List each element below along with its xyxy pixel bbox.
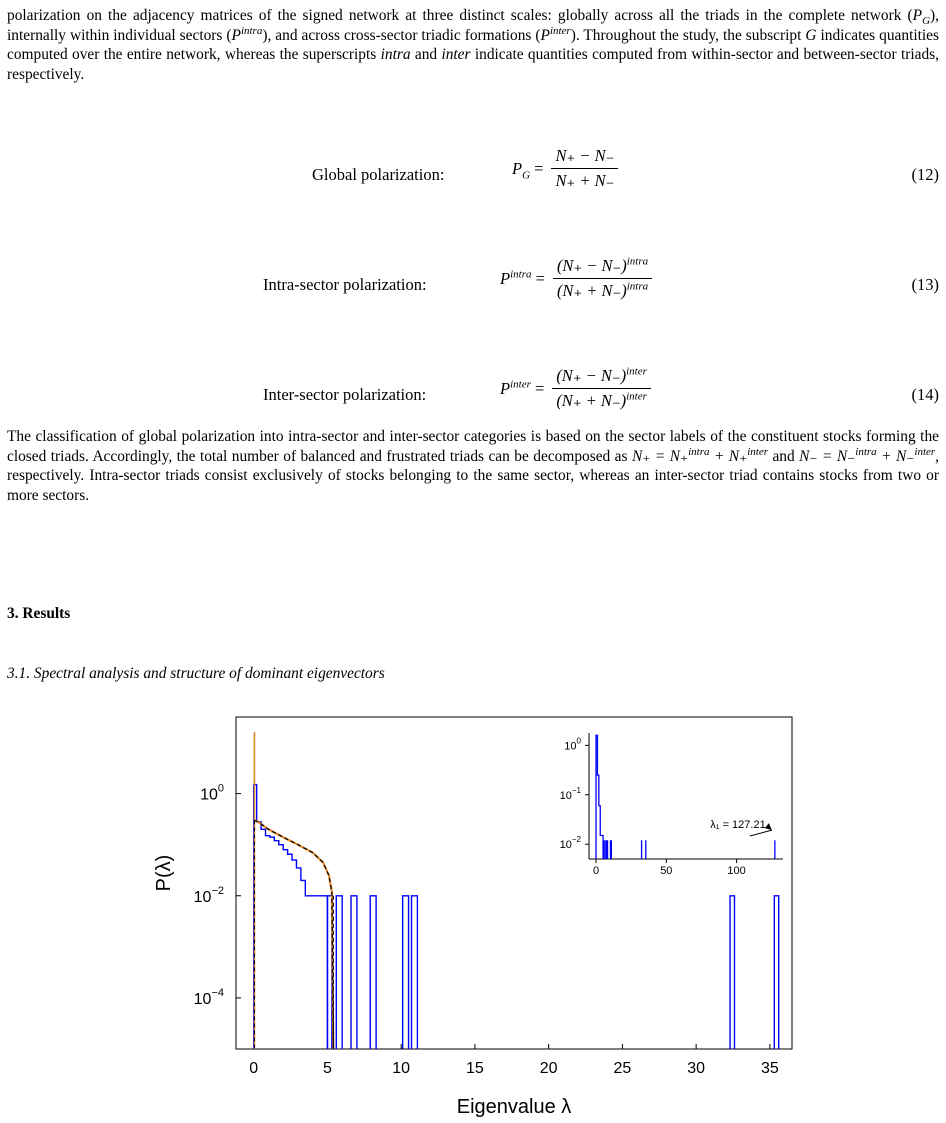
- inset-x-tick-label: 50: [660, 865, 673, 877]
- inline-math-sup: intra: [855, 445, 877, 458]
- numerator-sup: inter: [626, 365, 647, 378]
- para1-text: ). Throughout the study, the subscript: [570, 26, 806, 44]
- denominator: [552, 389, 651, 411]
- lhs-symbol: P: [500, 268, 511, 288]
- inline-math: N₊ = N₊: [631, 447, 689, 465]
- inset-x-tick-label: 100: [727, 865, 746, 877]
- fraction: [553, 256, 652, 301]
- inline-math: + N₋: [876, 447, 915, 465]
- numerator: [552, 366, 651, 389]
- numerator-text: N₊ − N₋: [555, 146, 615, 165]
- para2-text: and: [768, 447, 800, 465]
- denominator: [553, 279, 652, 301]
- equation-number: (12): [911, 165, 939, 184]
- inline-math-sup: inter: [914, 445, 936, 458]
- numerator: [551, 146, 618, 169]
- subscript-g: G: [922, 15, 931, 28]
- classification-paragraph: [7, 427, 939, 505]
- word-inter: inter: [441, 46, 471, 64]
- equation-lhs: $P^{intra}$ =: [500, 268, 545, 288]
- plot-frame: [236, 717, 792, 1049]
- x-tick-label: 10: [392, 1060, 411, 1077]
- lhs-symbol: P: [500, 378, 511, 398]
- superscript-inter: inter: [549, 24, 571, 37]
- numerator-sup: intra: [626, 255, 649, 268]
- denominator-text: N₊ + N₋: [555, 171, 615, 190]
- x-tick-label: 5: [322, 1060, 332, 1077]
- superscript-intra: intra: [240, 24, 263, 37]
- para1-text: and: [410, 46, 442, 64]
- equation-number: (14): [911, 385, 939, 404]
- x-tick-label: 20: [539, 1060, 558, 1077]
- equation-formula: [500, 256, 652, 301]
- y-tick-label: $10^{-4}$: [193, 986, 224, 1008]
- equation-label: Intra-sector polarization:: [263, 275, 427, 294]
- word-intra: intra: [380, 46, 411, 64]
- denominator-sup: intra: [626, 280, 649, 293]
- inset-x-tick-label: 0: [592, 865, 600, 877]
- denominator-text: (N₊ + N₋): [556, 281, 627, 300]
- x-tick-label: 25: [613, 1060, 632, 1077]
- section-heading: 3. Results: [7, 605, 71, 622]
- y-tick-label: $10^{-2}$: [193, 884, 224, 906]
- lhs-script: G: [522, 168, 531, 181]
- inset-annotation: λ₁ = 127.21: [710, 819, 766, 831]
- equation-number: (13): [911, 275, 939, 294]
- x-tick-label: 0: [249, 1060, 259, 1077]
- numerator-text: (N₊ − N₋): [556, 256, 627, 275]
- symbol-g: G: [805, 26, 817, 44]
- equation-lhs: $P_G$ =: [512, 158, 544, 181]
- eigenvalue-distribution-chart: [0, 700, 946, 1123]
- equation-formula: [512, 146, 618, 191]
- y-axis-label: P(λ): [153, 854, 175, 892]
- symbol-p: P: [231, 26, 241, 44]
- para1-text: ), internally within individual sectors (: [7, 7, 939, 44]
- equation-label: Inter-sector polarization:: [263, 385, 427, 404]
- inset-y-tick-label: $10^{-1}$: [559, 785, 581, 802]
- para2-text: , respectively. Intra-sector triads consist exclusively of stocks belonging to the same sector, whereas an inter-sector triad contains stocks from two or more sectors.: [7, 447, 940, 504]
- equation-formula: [500, 366, 651, 411]
- x-tick-label: 15: [466, 1060, 484, 1077]
- para1-text: ), and across cross-sector triadic formations (: [262, 26, 541, 44]
- y-tick-label: $10^0$: [200, 782, 224, 804]
- inline-math: N₋ = N₋: [799, 447, 856, 465]
- inline-math: + N₊: [709, 447, 748, 465]
- x-tick-label: 35: [760, 1060, 779, 1077]
- symbol-p: P: [912, 7, 923, 24]
- fraction: [552, 366, 651, 411]
- denominator: [551, 169, 618, 191]
- fraction: [551, 146, 618, 191]
- equation-lhs: $P^{inter}$ =: [500, 378, 545, 398]
- numerator-text: (N₊ − N₋): [556, 366, 627, 385]
- symbol-p: P: [540, 26, 550, 44]
- para2-text: The classification of global polarization into intra-sector and inter-sector categories is based on the sector labels of the constituent stocks forming the closed triads. Accordingly, the total number of balanced and frustrated triads can be decomposed as: [7, 428, 939, 465]
- inline-math-sup: inter: [747, 445, 768, 458]
- intro-paragraph: [7, 6, 939, 84]
- x-tick-label: 30: [687, 1060, 706, 1077]
- denominator-sup: inter: [626, 390, 647, 403]
- equation-label: Global polarization:: [312, 165, 445, 184]
- inset-y-tick-label: $10^0$: [564, 736, 581, 753]
- para1-text: indicate quantities computed from within-sector and between-sector triads, respectively.: [7, 46, 939, 83]
- para1-text: indicates quantities computed over the entire network, whereas the superscripts: [7, 26, 939, 64]
- subsection-heading: 3.1. Spectral analysis and structure of dominant eigenvectors: [7, 665, 385, 682]
- para1-text: polarization on the adjacency matrices of the signed network at three distinct scales: globally across all the triads in the complete network (: [7, 7, 913, 24]
- x-axis-label: Eigenvalue λ: [456, 1096, 572, 1118]
- lhs-symbol: P: [512, 158, 523, 178]
- lhs-script: inter: [510, 378, 531, 390]
- inline-math-sup: intra: [688, 445, 710, 458]
- denominator-text: (N₊ + N₋): [556, 391, 627, 410]
- lhs-script: intra: [510, 268, 532, 280]
- numerator: [553, 256, 652, 279]
- inset-y-tick-label: $10^{-2}$: [559, 835, 581, 852]
